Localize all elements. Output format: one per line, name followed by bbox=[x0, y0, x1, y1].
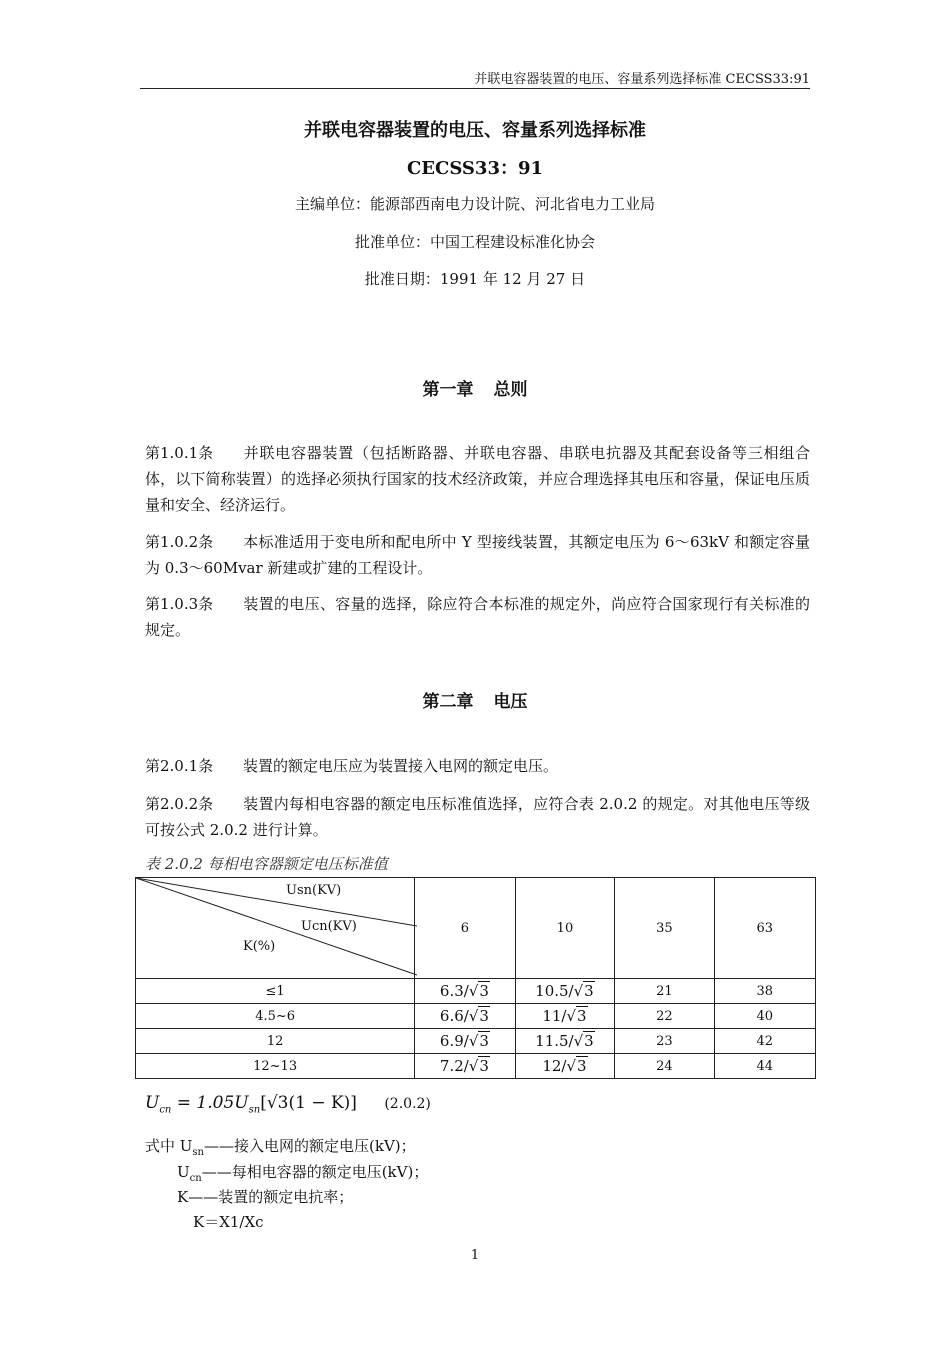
table-caption: 表 2.0.2 每相电容器额定电压标准值 bbox=[145, 855, 388, 873]
column-header: 6 bbox=[415, 878, 515, 979]
header-rule bbox=[140, 88, 810, 89]
clause-number: 第1.0.1条 bbox=[145, 444, 214, 462]
k-cell: 12~13 bbox=[136, 1054, 415, 1079]
clause-text: 并联电容器装置（包括断路器、并联电容器、串联电抗器及其配套设备等三相组合体，以下简称装置）的选择必须执行国家的技术经济政策，并应合理选择其电压和容量，保证电压质量和安全、经济运行。 bbox=[145, 444, 810, 514]
voltage-standard-table bbox=[135, 877, 816, 1079]
clause-text: 本标准适用于变电所和配电所中 Y 型接线装置，其额定电压为 6～63kV 和额定容量为 0.3～60Mvar 新建或扩建的工程设计。 bbox=[145, 533, 810, 577]
document-title: 并联电容器装置的电压、容量系列选择标准 bbox=[304, 120, 646, 141]
voltage-cell: 11.5/√3 bbox=[515, 1029, 615, 1054]
chapter-1-title: 第一章 总则 bbox=[422, 380, 528, 400]
voltage-cell: 11/√3 bbox=[515, 1004, 615, 1029]
approval-date: 批准日期：1991 年 12 月 27 日 bbox=[364, 270, 586, 288]
column-header: 63 bbox=[714, 878, 815, 979]
voltage-cell: 23 bbox=[615, 1029, 714, 1054]
where-ucn: $U_{cn}——$每相电容器的额定电压(kV)； bbox=[177, 1163, 429, 1184]
voltage-cell: 6.9/√3 bbox=[415, 1029, 515, 1054]
approval-unit: 批准单位：中国工程建设标准化协会 bbox=[354, 233, 595, 251]
clause-text: 装置的电压、容量的选择，除应符合本标准的规定外，尚应符合国家现行有关标准的规定。 bbox=[145, 595, 810, 639]
voltage-cell: 38 bbox=[714, 979, 815, 1004]
voltage-cell: 22 bbox=[615, 1004, 714, 1029]
clause-text: 装置内每相电容器的额定电压标准值选择，应符合表 2.0.2 的规定。对其他电压等级可按公式 2.0.2 进行计算。 bbox=[145, 795, 810, 839]
corner-k-label: K(%) bbox=[243, 939, 276, 954]
clause-1-0-2 bbox=[145, 529, 810, 581]
voltage-cell: 44 bbox=[714, 1054, 815, 1079]
formula-2-0-2: $U_{cn} = 1.05U_{sn}[√3(1 - K)]$ (2.0.2) bbox=[145, 1093, 431, 1116]
clause-number: 第2.0.2条 bbox=[145, 795, 214, 813]
table-row bbox=[136, 1054, 816, 1079]
k-cell: 12 bbox=[136, 1029, 415, 1054]
editor-unit: 主编单位：能源部西南电力设计院、河北省电力工业局 bbox=[294, 195, 655, 213]
column-header: 10 bbox=[515, 878, 615, 979]
voltage-cell: 12/√3 bbox=[515, 1054, 615, 1079]
page-number: 1 bbox=[470, 1248, 480, 1263]
voltage-cell: 40 bbox=[714, 1004, 815, 1029]
voltage-cell: 7.2/√3 bbox=[415, 1054, 515, 1079]
clause-1-0-1 bbox=[145, 440, 810, 518]
voltage-cell: 10.5/√3 bbox=[515, 979, 615, 1004]
running-header: 并联电容器装置的电压、容量系列选择标准 CECSS33:91 bbox=[474, 72, 810, 87]
voltage-cell: 6.3/√3 bbox=[415, 979, 515, 1004]
voltage-cell: 21 bbox=[615, 979, 714, 1004]
corner-ucn-label: Ucn(KV) bbox=[301, 919, 357, 934]
where-usn: 式中 $U_{sn}——$接入电网的额定电压(kV)； bbox=[145, 1137, 416, 1158]
clause-2-0-1 bbox=[145, 753, 810, 779]
document-code: CECSS33：91 bbox=[406, 158, 544, 179]
table-row bbox=[136, 1004, 816, 1029]
k-cell: ≤1 bbox=[136, 979, 415, 1004]
where-k-definition: K＝X1/Xc bbox=[193, 1213, 264, 1231]
table-row bbox=[136, 1029, 816, 1054]
column-header: 35 bbox=[615, 878, 714, 979]
clause-number: 第2.0.1条 bbox=[145, 757, 214, 775]
k-cell: 4.5~6 bbox=[136, 1004, 415, 1029]
where-k: K——装置的额定电抗率； bbox=[177, 1188, 354, 1206]
clause-number: 第1.0.2条 bbox=[145, 533, 214, 551]
corner-diagonals bbox=[136, 878, 417, 979]
table-row bbox=[136, 979, 816, 1004]
table-header-row bbox=[136, 878, 816, 979]
voltage-cell: 42 bbox=[714, 1029, 815, 1054]
clause-text: 装置的额定电压应为装置接入电网的额定电压。 bbox=[243, 757, 559, 775]
clause-2-0-2 bbox=[145, 791, 810, 843]
formula-number: (2.0.2) bbox=[384, 1096, 431, 1112]
voltage-cell: 6.6/√3 bbox=[415, 1004, 515, 1029]
clause-number: 第1.0.3条 bbox=[145, 595, 214, 613]
clause-1-0-3 bbox=[145, 591, 810, 643]
table-corner-cell bbox=[136, 878, 415, 979]
chapter-2-title: 第二章 电压 bbox=[422, 692, 528, 712]
voltage-cell: 24 bbox=[615, 1054, 714, 1079]
corner-usn-label: Usn(KV) bbox=[286, 883, 342, 898]
